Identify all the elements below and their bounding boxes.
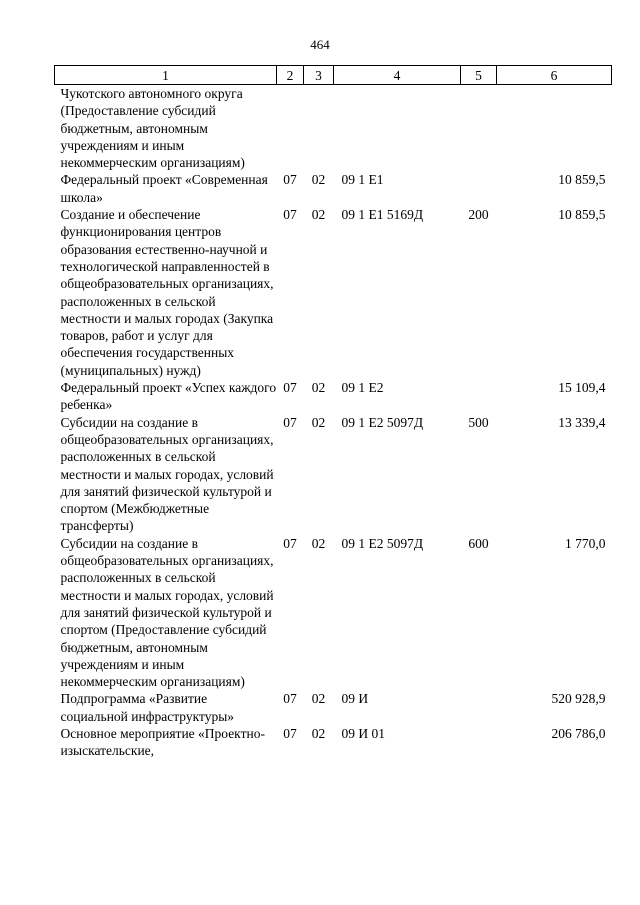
row-name: Чукотского автономного округа (Предоставление субсидий бюджетным, автономным учреждениям и иным некоммерческим организациям) (60, 86, 245, 171)
row-section: 07 (283, 172, 297, 188)
header-col-1: 1 (55, 66, 277, 85)
row-name: Создание и обеспечение функционирования центров образования естественно-научной и технологической направленностей в общеобразовательных организациях, расположенных в сельской местности и малых городах (Закупка товаров, работ и услуг для обеспечения государственных (муниципальных) нужд) (60, 207, 274, 378)
row-name: Федеральный проект «Успех каждого ребенка» (60, 380, 277, 413)
row-amount (497, 85, 612, 172)
row-subsection: 02 (311, 691, 326, 707)
row-name: Субсидии на создание в общеобразовательных организациях, расположенных в сельской местности и малых городах, условий для занятий физической культурой и спортом (Межбюджетные трансферты) (60, 414, 274, 534)
row-amount: 206 786,0 (551, 725, 606, 741)
row-target-code: 09 И 01 (341, 725, 385, 741)
row-expense-type (461, 725, 497, 760)
row-section: 07 (283, 207, 297, 223)
row-section: 07 (283, 414, 297, 430)
row-subsection (304, 85, 334, 172)
page-number: 464 (310, 37, 330, 52)
table-row (55, 206, 612, 379)
row-target-code: 09 1 E2 5097Д (341, 535, 424, 551)
row-expense-type (461, 171, 497, 206)
budget-table (54, 65, 612, 760)
header-col-2: 2 (277, 66, 304, 85)
row-target-code (334, 85, 461, 172)
row-section: 07 (283, 725, 297, 741)
row-expense-type (461, 690, 497, 725)
row-amount: 10 859,5 (558, 172, 606, 188)
row-subsection: 02 (311, 725, 326, 741)
row-target-code: 09 1 E1 (341, 172, 384, 188)
row-name: Основное мероприятие «Проектно-изыскательские, (60, 725, 265, 759)
table-row (55, 85, 612, 172)
table-header-row (55, 66, 612, 85)
row-target-code: 09 И (341, 691, 369, 707)
table-row (55, 414, 612, 535)
table-header (55, 66, 612, 85)
header-col-6: 6 (497, 66, 612, 85)
row-name: Субсидии на создание в общеобразовательных организациях, расположенных в сельской местности и малых городах, условий для занятий физической культурой и спортом (Предоставление субсидий бюджетным, автономным учреждениям и иным некоммерческим организациям) (60, 535, 274, 690)
row-amount: 15 109,4 (558, 380, 606, 396)
row-target-code: 09 1 E2 (341, 380, 384, 396)
header-col-3: 3 (304, 66, 334, 85)
table-row (55, 379, 612, 414)
row-subsection: 02 (311, 414, 326, 430)
row-name: Подпрограмма «Развитие социальной инфраструктуры» (60, 691, 235, 724)
row-subsection: 02 (311, 207, 326, 223)
row-section: 07 (283, 691, 297, 707)
table-row (55, 690, 612, 725)
row-subsection: 02 (311, 380, 326, 396)
row-amount: 13 339,4 (558, 414, 606, 430)
row-subsection: 02 (311, 535, 326, 551)
header-col-5: 5 (461, 66, 497, 85)
table-row (55, 725, 612, 760)
row-expense-type (461, 379, 497, 414)
row-section (277, 85, 304, 172)
row-target-code: 09 1 E2 5097Д (341, 414, 424, 430)
row-expense-type: 600 (468, 535, 489, 551)
table-row (55, 171, 612, 206)
row-amount: 10 859,5 (558, 207, 606, 223)
row-expense-type: 500 (468, 414, 489, 430)
row-section: 07 (283, 380, 297, 396)
row-subsection: 02 (311, 172, 326, 188)
row-target-code: 09 1 E1 5169Д (341, 207, 424, 223)
row-amount: 1 770,0 (565, 535, 606, 551)
row-name: Федеральный проект «Современная школа» (60, 172, 268, 205)
row-expense-type (461, 85, 497, 172)
row-amount: 520 928,9 (551, 691, 606, 707)
row-expense-type: 200 (468, 207, 489, 223)
table-row (55, 535, 612, 691)
header-col-4: 4 (334, 66, 461, 85)
row-section: 07 (283, 535, 297, 551)
table-body (55, 85, 612, 760)
